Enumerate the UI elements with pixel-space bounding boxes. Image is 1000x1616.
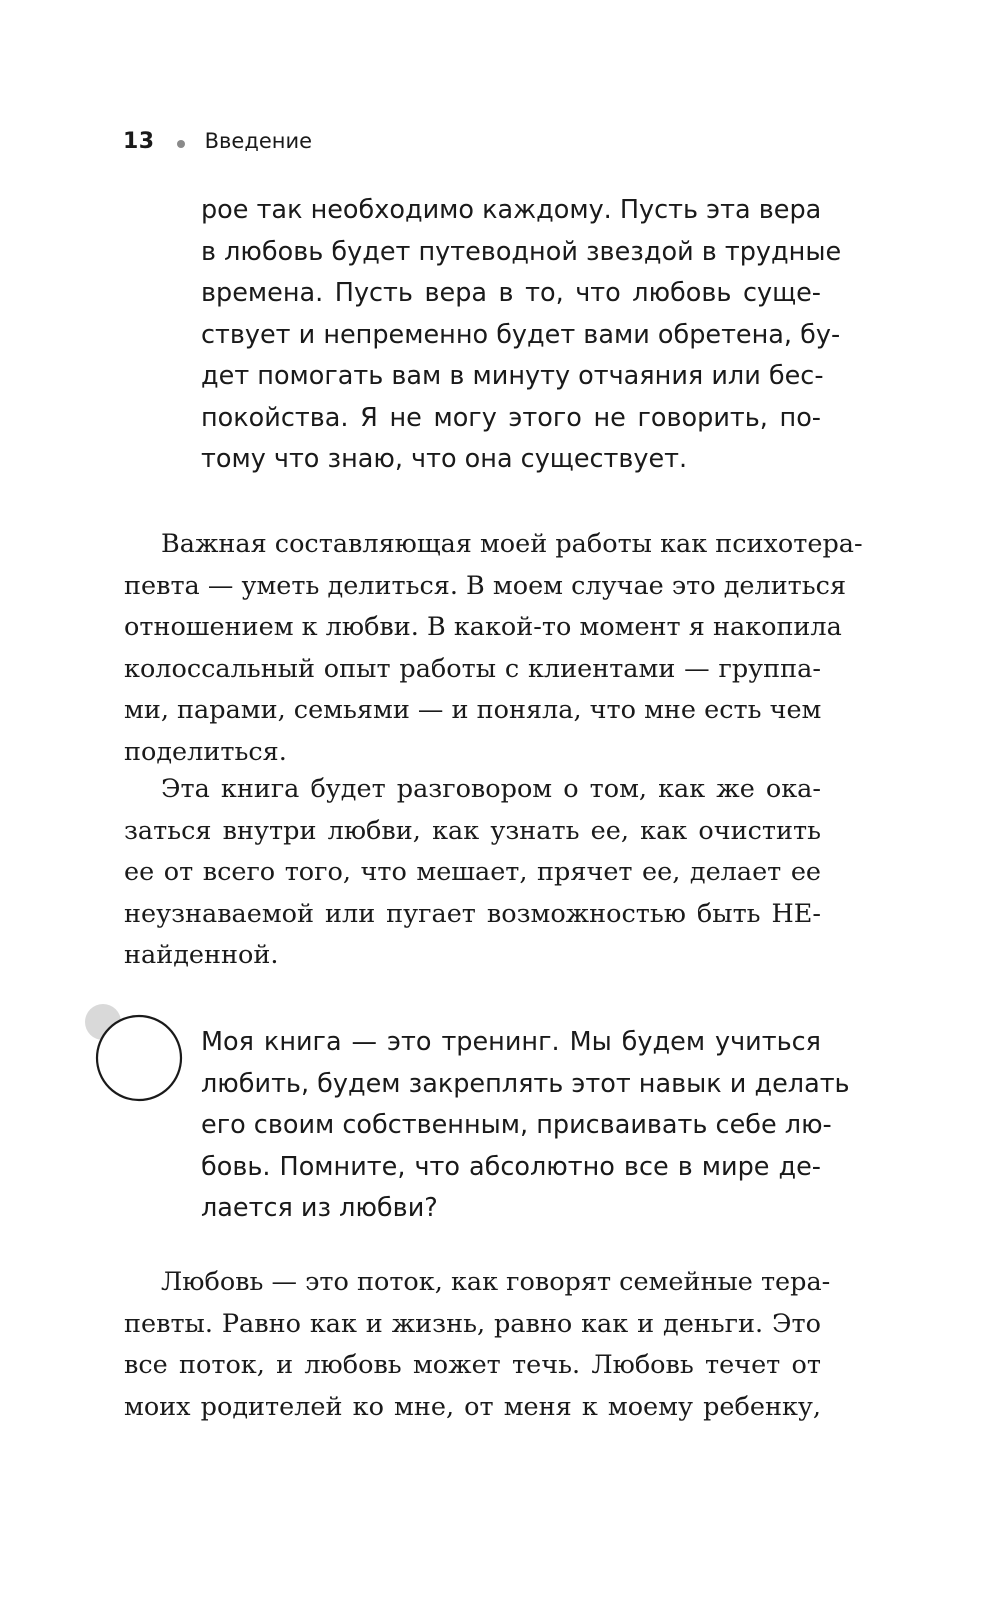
body-paragraph-3 xyxy=(124,1262,831,1428)
text-line: моих родителей ко мне, от меня к моему ребенку, xyxy=(124,1391,821,1422)
quote-block-top xyxy=(201,190,842,481)
page-number: 13 xyxy=(123,128,155,154)
text-line: певта — уметь делиться. В моем случае это делиться xyxy=(124,570,847,601)
text-line: бовь. Помните, что абсолютно все в мире де- xyxy=(201,1151,821,1182)
text-line: Важная составляющая моей работы как психотера- xyxy=(161,529,863,559)
text-line: времена. Пусть вера в то, что любовь суще- xyxy=(201,278,821,308)
text-line: покойства. Я не могу этого не говорить, по- xyxy=(201,402,821,433)
text-line: в любовь будет путеводной звездой в трудные xyxy=(201,236,842,267)
text-line: неузнаваемой или пугает возможностью быть НЕ- xyxy=(124,898,821,929)
text-line: его своим собственным, присваивать себе лю- xyxy=(201,1110,832,1140)
running-header xyxy=(123,124,312,158)
text-line: отношением к любви. В какой-то момент я накопила xyxy=(124,612,842,642)
body-paragraph-2 xyxy=(124,769,821,977)
text-line: любить, будем закреплять этот навык и делать xyxy=(201,1068,850,1099)
text-line: колоссальный опыт работы с клиентами — группа- xyxy=(124,653,821,684)
section-title: Введение xyxy=(204,129,313,153)
bullet-dot-icon xyxy=(177,140,185,148)
text-line: певты. Равно как и жизнь, равно как и деньги. Это xyxy=(124,1308,821,1339)
text-line: рое так необходимо каждому. Пусть эта вера xyxy=(201,195,822,225)
text-line: найденной. xyxy=(124,940,279,970)
text-line: Эта книга будет разговором о том, как же ока- xyxy=(161,774,821,804)
text-line: Любовь — это поток, как говорят семейные тера- xyxy=(161,1267,831,1297)
text-line: ми, парами, семьями — и поняла, что мне есть чем xyxy=(124,695,822,725)
text-line: все поток, и любовь может течь. Любовь течет от xyxy=(124,1350,821,1380)
text-line: заться внутри любви, как узнать ее, как очистить xyxy=(124,815,821,846)
text-line: ствует и непременно будет вами обретена, бу- xyxy=(201,319,841,350)
outline-circle-shape xyxy=(97,1016,181,1100)
text-line: поделиться. xyxy=(124,736,287,767)
quote-block-circle xyxy=(201,1022,850,1230)
body-paragraph-1 xyxy=(124,524,863,773)
text-line: Моя книга — это тренинг. Мы будем учиться xyxy=(201,1027,821,1057)
text-line: ее от всего того, что мешает, прячет ее, делает ее xyxy=(124,857,821,887)
text-line: дет помогать вам в минуту отчаяния или бес- xyxy=(201,361,824,391)
circle-marker-icon xyxy=(84,1003,194,1113)
text-line: лается из любви? xyxy=(201,1193,438,1223)
text-line: тому что знаю, что она существует. xyxy=(201,444,688,474)
